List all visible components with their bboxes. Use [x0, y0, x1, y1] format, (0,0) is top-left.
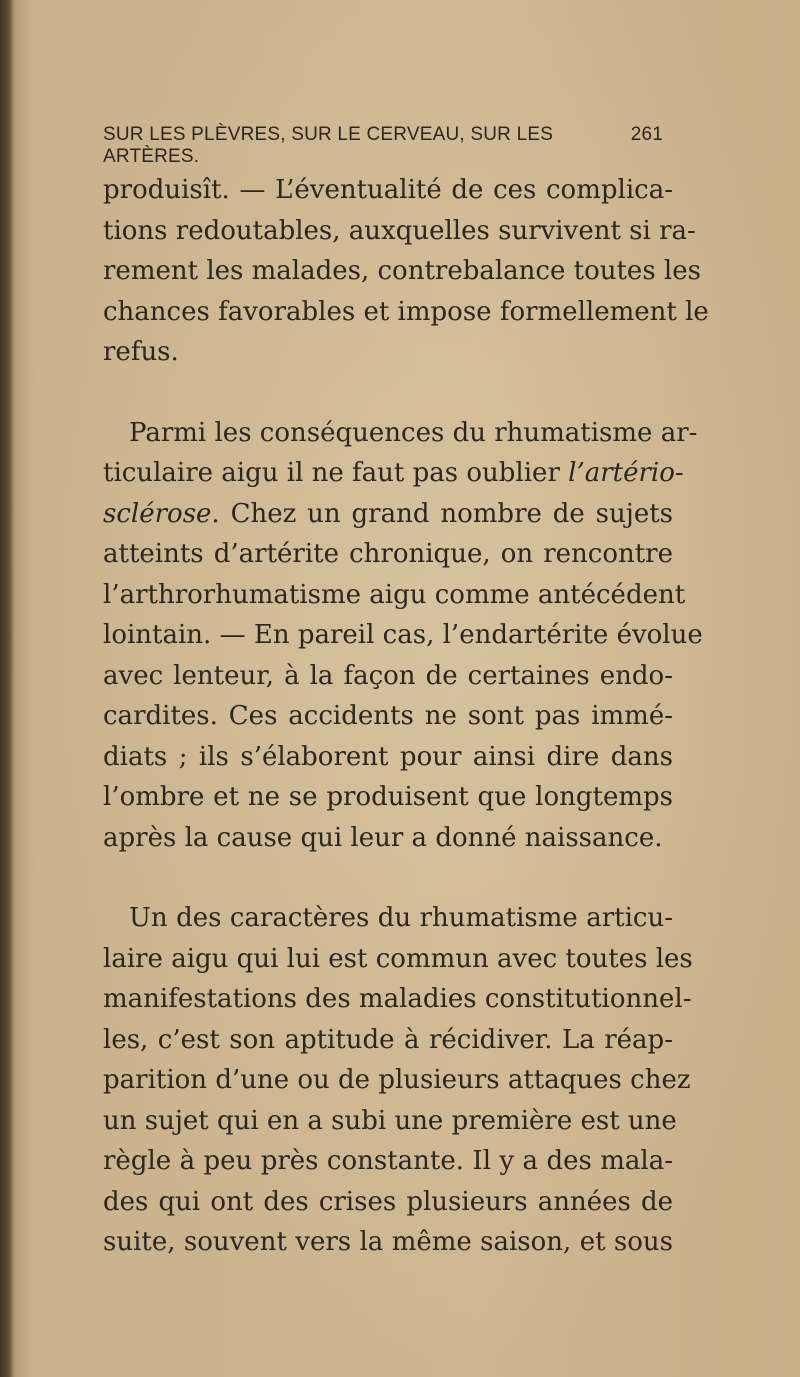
text-line: lointain. — En pareil cas, l’endartérite évolue	[103, 620, 703, 650]
text-run: ticulaire aigu il ne faut pas oublier	[103, 458, 569, 488]
italic-term: l’artério-	[568, 458, 684, 488]
running-header	[103, 124, 663, 167]
text-line: Parmi les conséquences du rhumatisme ar-	[129, 417, 698, 448]
text-line: parition d’une ou de plusieurs attaques chez	[103, 1065, 691, 1095]
text-line: après la cause qui leur a donné naissance.	[103, 822, 663, 853]
text-line: l’ombre et ne se produisent que longtemps	[103, 782, 673, 812]
body-text	[103, 170, 709, 1263]
text-run: . Chez un grand nombre de sujets	[211, 498, 673, 529]
running-title: SUR LES PLÈVRES, SUR LE CERVEAU, SUR LES ARTÈRES.	[103, 124, 554, 167]
text-line: manifestations des maladies constitutionnel-	[103, 984, 692, 1014]
text-line: produisît. — L’éventualité de ces complica-	[103, 175, 673, 205]
text-line: atteints d’artérite chronique, on rencontre	[103, 539, 673, 569]
text-line: règle à peu près constante. Il y a des mala-	[103, 1146, 673, 1176]
paragraph-gap	[103, 858, 673, 898]
text-line: tions redoutables, auxquelles survivent si ra-	[103, 215, 696, 246]
text-line: des qui ont des crises plusieurs années de	[103, 1186, 673, 1217]
text-line: cardites. Ces accidents ne sont pas immé-	[103, 701, 673, 731]
text-line: l’arthrorhumatisme aigu comme antécédent	[103, 579, 686, 610]
text-line: chances favorables et impose formellement le	[103, 296, 709, 327]
text-line	[103, 453, 684, 494]
text-line: les, c’est son aptitude à récidiver. La réap-	[103, 1024, 673, 1055]
text-line: suite, souvent vers la même saison, et sous	[103, 1227, 673, 1257]
text-line: diats ; ils s’élaborent pour ainsi dire dans	[103, 741, 673, 772]
text-line	[103, 494, 673, 535]
text-line: rement les malades, contrebalance toutes les	[103, 256, 701, 286]
book-binding-shadow	[0, 0, 14, 1377]
text-line: refus.	[103, 337, 179, 367]
page-number: 261	[630, 124, 663, 145]
italic-term: sclérose	[103, 498, 212, 529]
paragraph-gap	[103, 373, 673, 413]
text-line: un sujet qui en a subi une première est une	[103, 1105, 677, 1136]
text-line: Un des caractères du rhumatisme articu-	[129, 903, 673, 933]
text-line: avec lenteur, à la façon de certaines endo-	[103, 660, 673, 691]
text-line: laire aigu qui lui est commun avec toutes les	[103, 943, 693, 974]
